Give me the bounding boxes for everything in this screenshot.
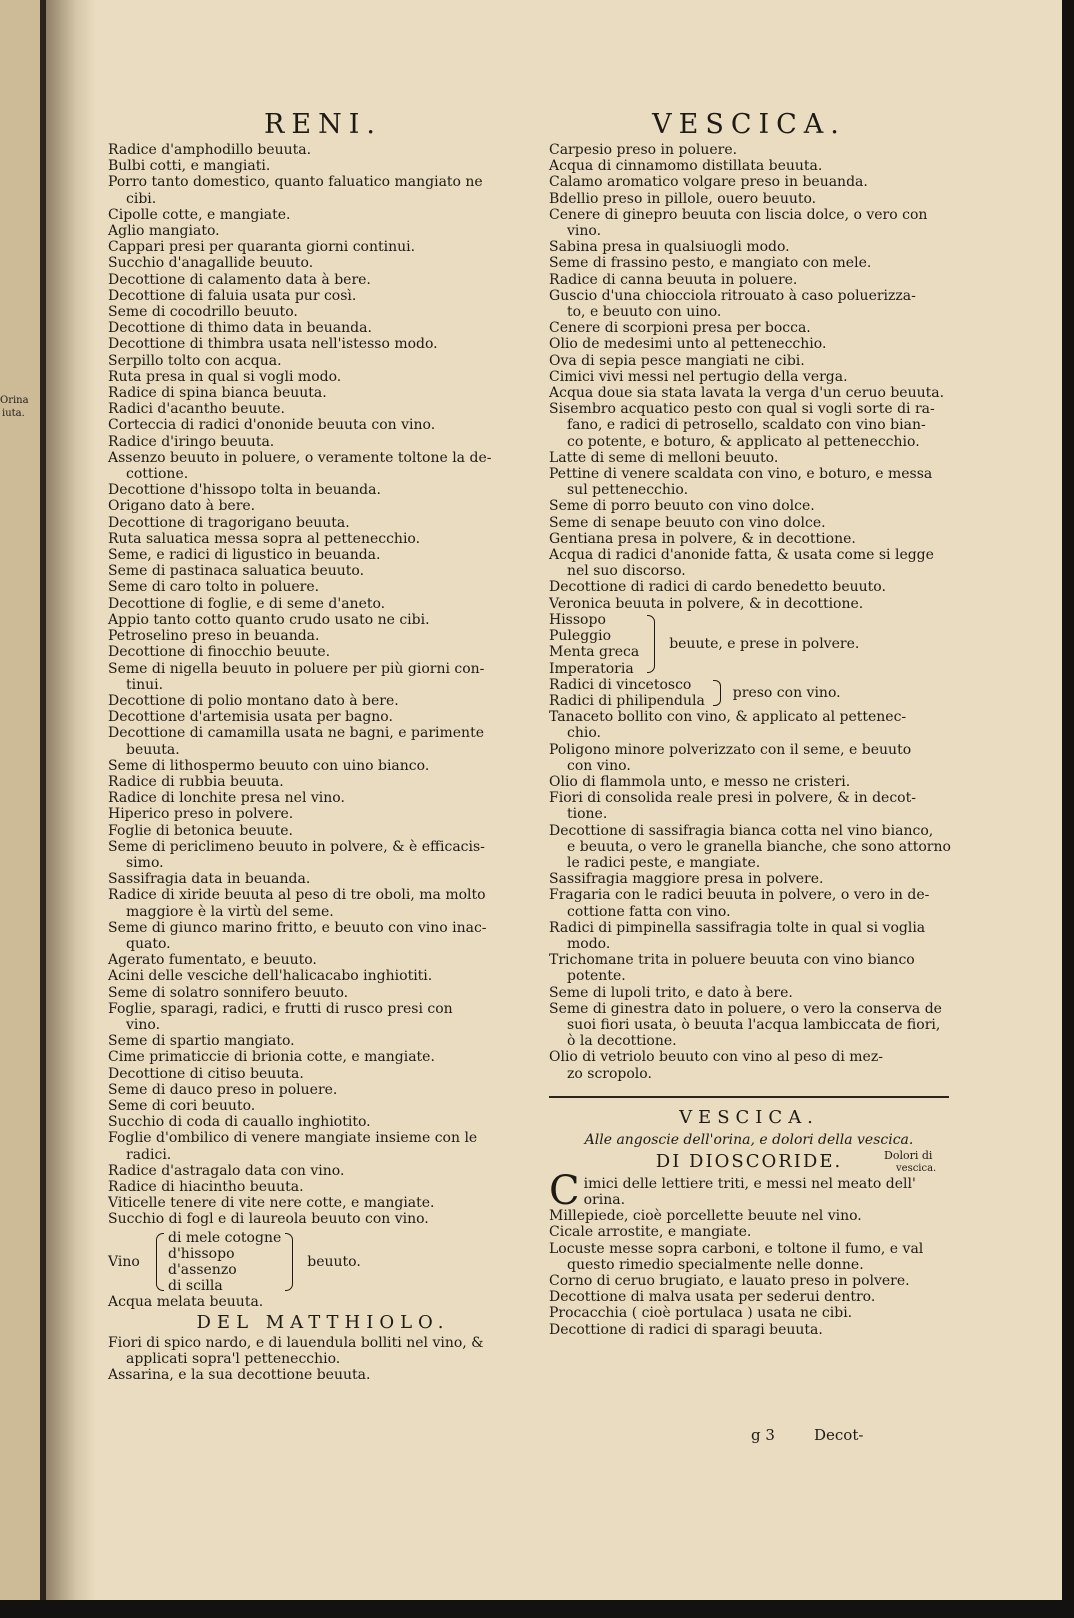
entry-line: Seme di spartio mangiato. bbox=[108, 1033, 295, 1050]
entry-line: Carpesio preso in poluere. bbox=[549, 142, 738, 158]
entry-line: fano, e radici di petrosello, scaldato con vino bian- bbox=[567, 417, 926, 434]
entry-line: Seme di cocodrillo beuuto. bbox=[108, 304, 298, 321]
entry-line: radici. bbox=[126, 1146, 172, 1163]
entry-line: Radice di spina bianca beuuta. bbox=[108, 385, 327, 402]
herb-group-2 bbox=[549, 677, 949, 709]
entry-line: Decottione d'hissopo tolta in beuanda. bbox=[108, 482, 381, 499]
entry-line: cottione. bbox=[126, 466, 189, 483]
entry-line: Seme di nigella beuuto in poluere per più giorni con- bbox=[108, 660, 485, 677]
left-list-a bbox=[108, 142, 538, 1228]
group-item: Puleggio bbox=[549, 628, 612, 645]
entry-line: Bdellio preso in pillole, ouero beuuto. bbox=[549, 190, 817, 207]
entry-line: tione. bbox=[567, 806, 608, 823]
entry-line: Decottione di tragorigano beuuta. bbox=[108, 514, 350, 531]
entry-line: Fiori di consolida reale presi in polvere, & in decot- bbox=[549, 790, 916, 807]
entry-line: Cenere di scorpioni presa per bocca. bbox=[549, 320, 811, 337]
entry-line: Olio di vetriolo beuuto con vino al peso di mez- bbox=[549, 1049, 883, 1066]
entry-line: Fiori di spico nardo, e di lauendula bolliti nel vino, & bbox=[108, 1334, 484, 1351]
entry-line: Seme di dauco preso in poluere. bbox=[108, 1081, 338, 1098]
entry-line: Cipolle cotte, e mangiate. bbox=[108, 206, 291, 223]
entry-line: Radice d'iringo beuuta. bbox=[108, 433, 275, 450]
brace-close-icon bbox=[643, 615, 659, 673]
entry-line: Decottione di radici di sparagi beuuta. bbox=[549, 1321, 823, 1338]
edge-note-2: iuta. bbox=[2, 408, 25, 419]
left-column-heading: RENI. bbox=[264, 109, 382, 140]
first-entry-line-1: imici delle lettiere triti, e messi nel meato dell' bbox=[583, 1175, 916, 1192]
entry-line: Decottione di malva usata per sederui dentro. bbox=[549, 1289, 876, 1306]
entry-line: nel suo discorso. bbox=[567, 563, 686, 580]
group-item: Imperatoria bbox=[549, 660, 634, 677]
vino-label: Vino bbox=[108, 1253, 140, 1270]
entry-line: Decottione di thimbra usata nell'istesso modo. bbox=[108, 336, 438, 353]
entry-line: le radici peste, e mangiate. bbox=[567, 854, 761, 871]
entry-line: Seme di frassino pesto, e mangiato con mele. bbox=[549, 255, 872, 272]
entry-line: Decottione d'artemisia usata per bagno. bbox=[108, 709, 393, 726]
entry-line: Veronica beuuta in polvere, & in decottione. bbox=[549, 595, 864, 612]
entry-line: simo. bbox=[126, 854, 164, 871]
entry-line: Foglie d'ombilico di venere mangiate insieme con le bbox=[108, 1130, 478, 1147]
entry-line: Radice di rubbia beuuta. bbox=[108, 773, 284, 790]
entry-line: Pettine di venere scaldata con vino, e boturo, e messa bbox=[549, 466, 933, 483]
entry-line: Tanaceto bollito con vino, & applicato al pettenec- bbox=[549, 709, 907, 726]
entry-line: Radice d'astragalo data con vino. bbox=[108, 1162, 345, 1179]
entry-line: Viticelle tenere di vite nere cotte, e mangiate. bbox=[108, 1195, 435, 1212]
entry-line: Foglie di betonica beuute. bbox=[108, 822, 293, 839]
group-item: di scilla bbox=[168, 1278, 223, 1295]
entry-line: Ova di sepia pesce mangiati ne cibi. bbox=[549, 352, 805, 369]
entry-line: vino. bbox=[126, 1016, 161, 1033]
entry-line: Decottione di sassifragia bianca cotta nel vino bianco, bbox=[549, 822, 934, 839]
entry-line: Agerato fumentato, e beuuto. bbox=[108, 952, 317, 969]
entry-line: Foglie, sparagi, radici, e frutti di rusco presi con bbox=[108, 1000, 453, 1017]
entry-line: ò la decottione. bbox=[567, 1033, 677, 1050]
section2-first-entry bbox=[549, 1174, 949, 1208]
entry-line: Locuste messe sopra carboni, e toltone il fumo, e val bbox=[549, 1240, 924, 1257]
drop-cap: C bbox=[549, 1173, 580, 1209]
entry-line: Cicale arrostite, e mangiate. bbox=[549, 1224, 752, 1241]
entry-line: Decottione di thimo data in beuanda. bbox=[108, 320, 372, 337]
entry-line: questo rimedio specialmente nelle donne. bbox=[567, 1256, 864, 1273]
entry-line: Decottione di camamilla usata ne bagni, e parimente bbox=[108, 725, 484, 742]
entry-line: Seme di periclimeno beuuto in polvere, & è efficacis- bbox=[108, 838, 485, 855]
left-column bbox=[108, 108, 538, 1383]
vino-items bbox=[168, 1230, 281, 1295]
entry-line: Seme, e radici di ligustico in beuanda. bbox=[108, 547, 381, 564]
entry-line: Succhio d'anagallide beuuto. bbox=[108, 255, 314, 272]
entry-line: cibi. bbox=[126, 190, 157, 207]
section2-italic-caption: Alle angoscie dell'orina, e dolori della vescica. bbox=[584, 1131, 914, 1148]
entry-line: Succhio di fogl e di laureola beuuto con vino. bbox=[108, 1211, 429, 1228]
entry-line: vino. bbox=[567, 223, 602, 240]
entry-line: Olio di flammola unto, e messo ne cristeri. bbox=[549, 773, 851, 790]
section2-list bbox=[549, 1208, 949, 1338]
bottom-dark-strip bbox=[0, 1600, 1074, 1618]
entry-line: Trichomane trita in poluere beuuta con vino bianco bbox=[549, 952, 915, 969]
group-item: d'assenzo bbox=[168, 1262, 237, 1279]
entry-line: Seme di caro tolto in poluere. bbox=[108, 579, 320, 596]
entry-line: Guscio d'una chiocciola ritrouato à caso poluerizza- bbox=[549, 287, 916, 304]
entry-line: Calamo aromatico volgare preso in beuanda. bbox=[549, 174, 868, 191]
entry-line: Corteccia di radici d'ononide beuuta con vino. bbox=[108, 417, 436, 434]
first-entry-line-2: orina. bbox=[583, 1191, 626, 1208]
right-margin-note-2: vescica. bbox=[896, 1163, 937, 1174]
entry-line: Porro tanto domestico, quanto faluatico mangiato ne bbox=[108, 174, 483, 191]
entry-line: potente. bbox=[567, 968, 626, 985]
entry-line: maggiore è la virtù del seme. bbox=[126, 903, 334, 920]
group-item: di mele cotogne bbox=[168, 1229, 282, 1246]
left-subheading: DEL MATTHIOLO. bbox=[196, 1311, 450, 1333]
entry-line: Petroselino preso in beuanda. bbox=[108, 628, 320, 645]
entry-line: Decottione di polio montano dato à bere. bbox=[108, 692, 399, 709]
brace-open-icon bbox=[152, 1233, 168, 1291]
entry-line: Radice di hiacintho beuuta. bbox=[108, 1179, 304, 1195]
entry-line: quato. bbox=[126, 935, 171, 952]
catchword: Decot- bbox=[814, 1426, 864, 1444]
book-page bbox=[46, 0, 1062, 1600]
entry-line: to, e beuuto con uino. bbox=[567, 304, 722, 321]
entry-line: e beuuta, o vero le granella bianche, che sono attorno bbox=[567, 838, 951, 855]
entry-line: suoi fiori usata, ò beuuta l'acqua lambiccata de fiori, bbox=[567, 1016, 941, 1033]
entry-line: Cenere di ginepro beuuta con liscia dolce, o vero con bbox=[549, 206, 928, 223]
entry-line: Acqua melata beuuta. bbox=[108, 1294, 264, 1311]
herb-group-1 bbox=[549, 612, 949, 677]
entry-line: Decottione di faluia usata pur così. bbox=[108, 287, 357, 304]
entry-line: Gentiana presa in polvere, & in decottione. bbox=[549, 530, 856, 547]
entry-line: Acqua di cinnamomo distillata beuuta. bbox=[549, 158, 823, 175]
section2-heading: VESCICA. bbox=[679, 1106, 819, 1128]
entry-line: Radici d'acantho beuute. bbox=[108, 401, 285, 418]
left-list-b bbox=[108, 1294, 538, 1310]
right-margin-note-1: Dolori di bbox=[884, 1149, 933, 1162]
entry-line: Aglio mangiato. bbox=[108, 223, 220, 240]
group-item: Radici di vincetosco bbox=[549, 676, 692, 693]
entry-line: Millepiede, cioè porcellette beuute nel vino. bbox=[549, 1208, 862, 1225]
entry-line: tinui. bbox=[126, 676, 164, 693]
adjacent-page-edge bbox=[0, 0, 46, 1618]
entry-line: Cimici vivi messi nel pertugio della verga. bbox=[549, 368, 848, 385]
entry-line: Serpillo tolto con acqua. bbox=[108, 352, 282, 369]
herb-group-2-suffix: preso con vino. bbox=[732, 684, 841, 701]
signature-mark: g 3 bbox=[751, 1426, 775, 1444]
entry-line: Seme di giunco marino fritto, e beuuto con vino inac- bbox=[108, 919, 487, 936]
entry-line: Corno di ceruo brugiato, e lauato preso in polvere. bbox=[549, 1273, 910, 1289]
entry-line: Fragaria con le radici beuuta in polvere, o vero in de- bbox=[549, 887, 930, 904]
entry-line: Decottione di calamento data à bere. bbox=[108, 271, 371, 288]
entry-line: Cime primaticcie di brionia cotte, e mangiate. bbox=[108, 1049, 435, 1066]
entry-line: Assenzo beuuto in poluere, o veramente toltone la de- bbox=[108, 449, 492, 466]
entry-line: Bulbi cotti, e mangiati. bbox=[108, 158, 271, 175]
entry-line: Sabina presa in qualsiuogli modo. bbox=[549, 239, 790, 256]
entry-line: Latte di seme di melloni beuuto. bbox=[549, 449, 779, 466]
entry-line: Decottione di foglie, e di seme d'aneto. bbox=[108, 595, 386, 612]
entry-line: Procacchia ( cioè portulaca ) usata ne cibi. bbox=[549, 1305, 853, 1322]
herb-group-1-suffix: beuute, e prese in polvere. bbox=[669, 636, 860, 653]
entry-line: Assarina, e la sua decottione beuuta. bbox=[108, 1367, 371, 1384]
entry-line: Appio tanto cotto quanto crudo usato ne cibi. bbox=[108, 611, 430, 628]
entry-line: Origano dato à bere. bbox=[108, 498, 256, 515]
entry-line: Radici di pimpinella sassifragia tolte in qual si voglia bbox=[549, 919, 926, 936]
section-divider bbox=[549, 1096, 949, 1098]
entry-line: Acqua di radici d'anonide fatta, & usata come si legge bbox=[549, 547, 934, 564]
entry-line: Seme di lupoli trito, e dato à bere. bbox=[549, 984, 793, 1001]
entry-line: beuuta. bbox=[126, 741, 180, 758]
entry-line: co potente, e boturo, & applicato al pettenecchio. bbox=[567, 433, 920, 450]
entry-line: zo scropolo. bbox=[567, 1065, 652, 1082]
entry-line: Decottione di radici di cardo benedetto beuuto. bbox=[549, 579, 886, 596]
entry-line: cottione fatta con vino. bbox=[567, 903, 731, 920]
group-item: d'hissopo bbox=[168, 1245, 235, 1262]
entry-line: Seme di cori beuuto. bbox=[108, 1097, 256, 1114]
entry-line: applicati sopra'l pettenecchio. bbox=[126, 1350, 341, 1367]
entry-line: Decottione di citiso beuuta. bbox=[108, 1065, 304, 1082]
herb-group-2-items bbox=[549, 677, 705, 709]
adjacent-page-strip bbox=[0, 0, 40, 1600]
entry-line: Sassifragia data in beuanda. bbox=[108, 871, 311, 888]
entry-line: Seme di pastinaca saluatica beuuto. bbox=[108, 563, 365, 580]
entry-line: Ruta presa in qual si vogli modo. bbox=[108, 368, 342, 385]
group-item: Radici di philipendula bbox=[549, 692, 705, 709]
entry-line: Cappari presi per quaranta giorni continui. bbox=[108, 239, 416, 256]
vino-suffix: beuuto. bbox=[307, 1253, 361, 1270]
right-list-a bbox=[549, 142, 949, 612]
entry-line: sul pettenecchio. bbox=[567, 482, 689, 499]
entry-line: Seme di porro beuuto con vino dolce. bbox=[549, 498, 815, 515]
entry-line: Acqua doue sia stata lavata la verga d'un ceruo beuuta. bbox=[549, 385, 945, 402]
entry-line: Seme di senape beuuto con vino dolce. bbox=[549, 514, 826, 531]
entry-line: Decottione di finocchio beuute. bbox=[108, 644, 331, 661]
entry-line: chio. bbox=[567, 725, 601, 742]
group-item: Hissopo bbox=[549, 611, 606, 628]
entry-line: Olio de medesimi unto al pettenecchio. bbox=[549, 336, 827, 353]
entry-line: Ruta saluatica messa sopra al pettenecchio. bbox=[108, 530, 421, 547]
entry-line: con vino. bbox=[567, 757, 631, 774]
page-gutter-shadow bbox=[46, 0, 96, 1600]
right-list-b bbox=[549, 709, 949, 1082]
entry-line: Poligono minore polverizzato con il seme, e beuuto bbox=[549, 741, 912, 758]
entry-line: Hiperico preso in polvere. bbox=[108, 806, 294, 823]
entry-line: Sisembro acquatico pesto con qual si vogli sorte di ra- bbox=[549, 401, 935, 418]
entry-line: Radice di lonchite presa nel vino. bbox=[108, 790, 345, 807]
entry-line: modo. bbox=[567, 935, 611, 952]
right-column-heading: VESCICA. bbox=[652, 109, 846, 140]
left-list-c bbox=[108, 1335, 538, 1384]
entry-line: Radice di xiride beuuta al peso di tre oboli, ma molto bbox=[108, 887, 486, 904]
herb-group-1-items bbox=[549, 612, 639, 677]
edge-note-1: Orina bbox=[0, 395, 29, 406]
entry-line: Seme di lithospermo beuuto con uino bianco. bbox=[108, 757, 430, 774]
entry-line: Seme di solatro sonnifero beuuto. bbox=[108, 984, 349, 1001]
vino-group bbox=[108, 1230, 538, 1295]
entry-line: Acini delle vesciche dell'halicacabo inghiotiti. bbox=[108, 968, 433, 985]
section2-subheading: DI DIOSCORIDE. bbox=[655, 1150, 843, 1172]
brace-close-icon bbox=[709, 680, 725, 706]
entry-line: Sassifragia maggiore presa in polvere. bbox=[549, 871, 824, 888]
brace-close-icon bbox=[281, 1233, 297, 1291]
entry-line: Radice di canna beuuta in poluere. bbox=[549, 271, 798, 288]
entry-line: Radice d'amphodillo beuuta. bbox=[108, 142, 312, 158]
group-item: Menta greca bbox=[549, 644, 640, 661]
entry-line: Succhio di coda di cauallo inghiotito. bbox=[108, 1114, 371, 1131]
entry-line: Seme di ginestra dato in poluere, o vero la conserva de bbox=[549, 1000, 942, 1017]
